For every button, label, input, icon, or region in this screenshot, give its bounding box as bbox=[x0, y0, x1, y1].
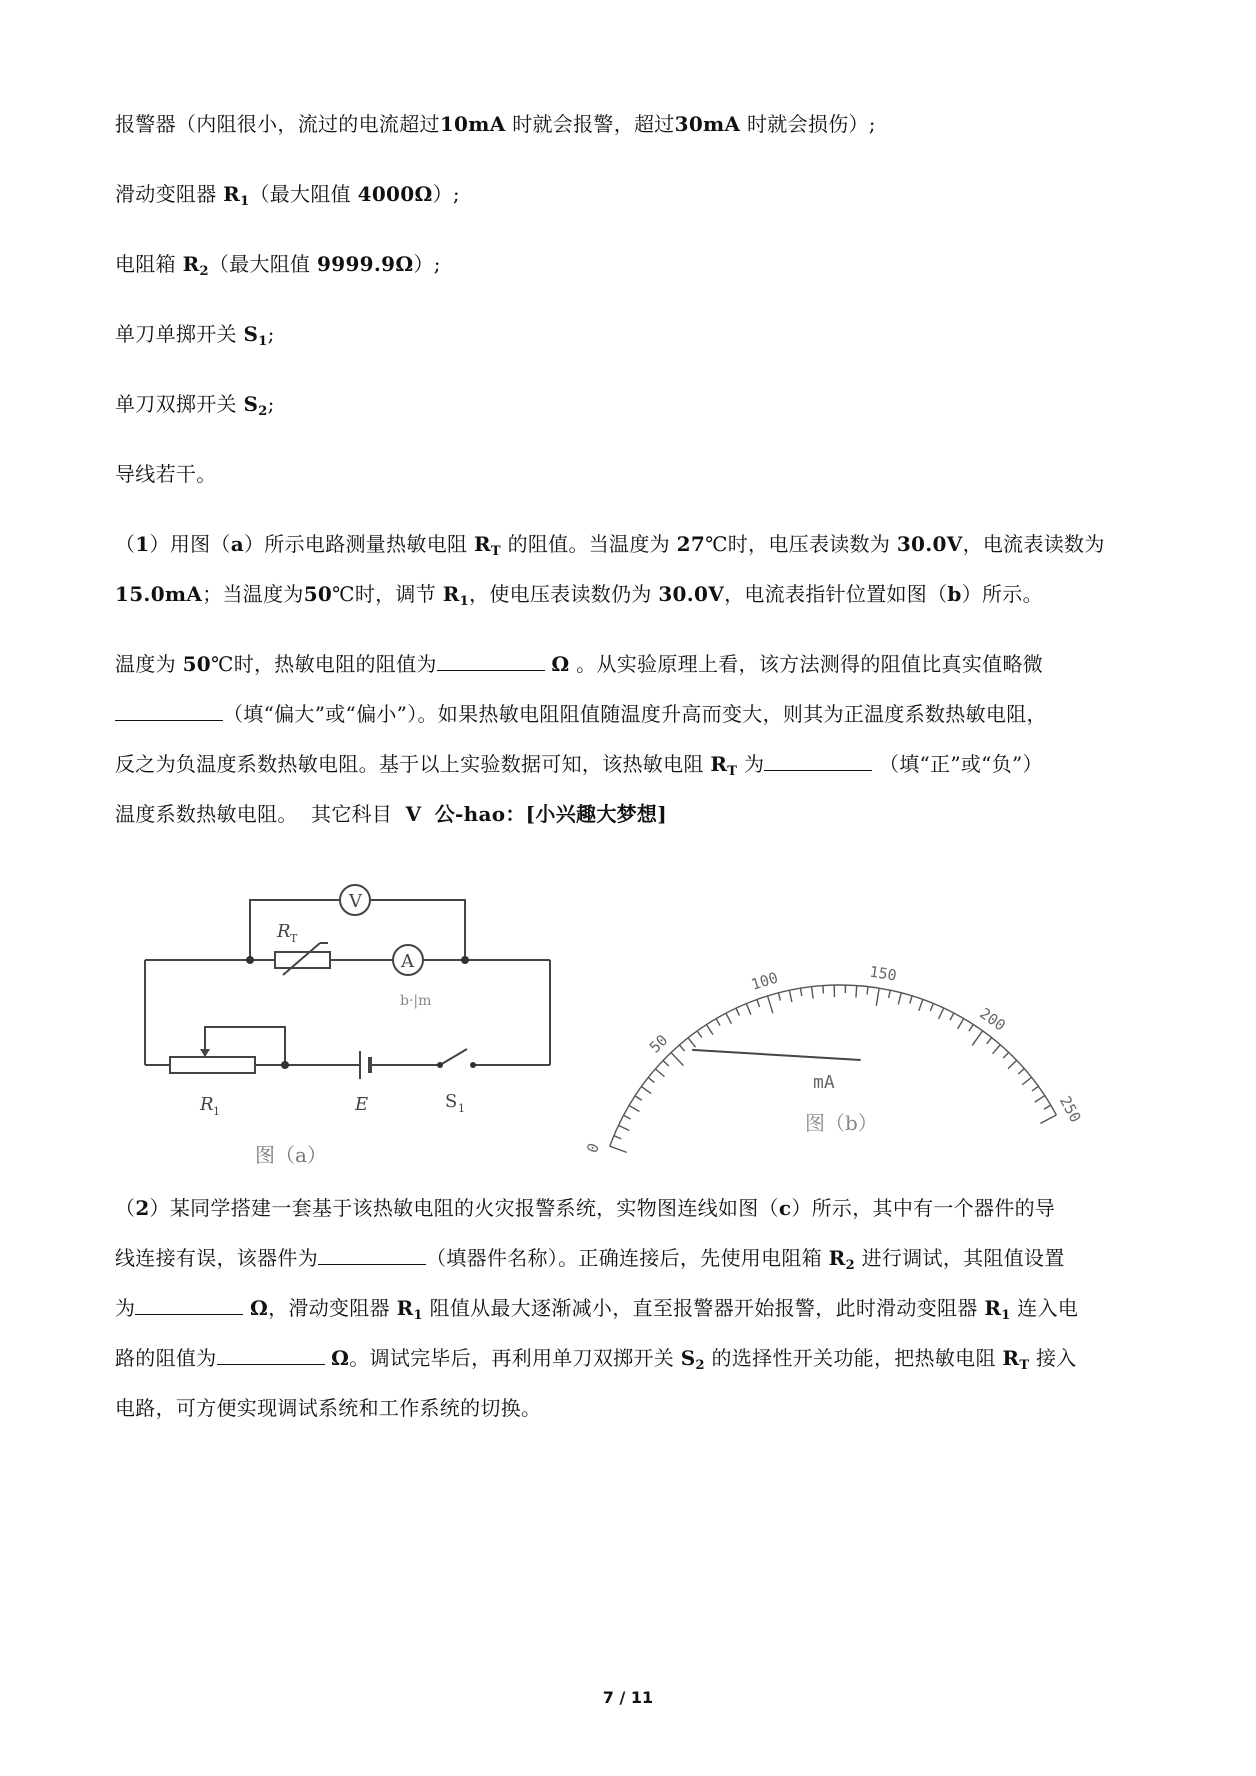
dial-tick bbox=[812, 987, 813, 999]
tick-label-100: 100 bbox=[748, 968, 781, 994]
voltmeter-label: V bbox=[349, 891, 362, 912]
q1-line-5: 反之为负温度系数热敏电阻。基于以上实验数据可知，该热敏电阻 $R_T$ 为 （填“正”或“负”） bbox=[115, 752, 1043, 779]
q1-line-3: 温度为 50℃时，热敏电阻的阻值为 Ω 。从实验原理上看，该方法测得的阻值比真实值略微 bbox=[115, 652, 1044, 676]
dial-tick bbox=[876, 988, 879, 1006]
q2-line-4: 路的阻值为 Ω。调试完毕后，再利用单刀双掷开关 $S_2$ 的选择性开关功能，把热敏电阻 $R_T$ 接入 bbox=[115, 1346, 1077, 1373]
handwritten-note: b·|m bbox=[400, 993, 432, 1009]
dial-tick bbox=[867, 987, 868, 995]
dial-tick bbox=[736, 1008, 739, 1015]
dial-tick bbox=[1008, 1060, 1017, 1068]
battery-label: E bbox=[355, 1094, 369, 1115]
dial-tick bbox=[655, 1069, 664, 1077]
circuit-diagram-a bbox=[115, 865, 585, 1175]
svg-text:1: 1 bbox=[213, 1105, 220, 1118]
dial-tick bbox=[987, 1038, 992, 1044]
caption-a: 图（a） bbox=[255, 1143, 327, 1167]
dial-tick bbox=[992, 1045, 1000, 1054]
q1-line-6: 温度系数热敏电阻。 其它科目 V 公-hao：[小兴趣大梦想] bbox=[115, 802, 667, 826]
dial-tick bbox=[1022, 1077, 1031, 1084]
dial-tick bbox=[706, 1025, 713, 1035]
svg-text:1: 1 bbox=[458, 1102, 465, 1115]
dial-tick bbox=[856, 986, 857, 998]
answer-blank-6[interactable] bbox=[217, 1346, 325, 1365]
q1-line-2: 15.0mA；当温度为50℃时，调节 $R_1$，使电压表读数仍为 30.0V，电流表指针位置如图（b）所示。 bbox=[115, 582, 1043, 609]
dial-tick bbox=[688, 1038, 695, 1047]
dial-tick bbox=[939, 1008, 944, 1019]
switch-label: S bbox=[445, 1091, 458, 1112]
dial-tick bbox=[757, 1000, 760, 1008]
dial-tick bbox=[629, 1105, 639, 1111]
dial-tick bbox=[958, 1019, 964, 1029]
svg-text:T: T bbox=[290, 932, 298, 945]
dial-needle bbox=[692, 1050, 860, 1060]
dial-tick bbox=[972, 1031, 982, 1046]
tick-label-50: 50 bbox=[645, 1031, 672, 1057]
answer-blank-1[interactable] bbox=[437, 652, 545, 671]
q2-line-5: 电路，可方便实现调试系统和工作系统的切换。 bbox=[115, 1396, 542, 1420]
rheostat-label: R bbox=[200, 1094, 214, 1115]
tick-label-200: 200 bbox=[976, 1004, 1009, 1035]
dial-tick bbox=[1044, 1105, 1051, 1109]
dial-tick bbox=[768, 996, 773, 1013]
dial-tick bbox=[1003, 1052, 1009, 1058]
dial-tick bbox=[910, 996, 912, 1004]
item-rheostat: 滑动变阻器 $R_1$（最大阻值 4000Ω）; bbox=[115, 182, 460, 209]
tick-label-0: 0 bbox=[583, 1140, 604, 1156]
dial-tick bbox=[635, 1096, 642, 1100]
ammeter-label: A bbox=[401, 951, 414, 972]
dial-tick bbox=[624, 1115, 631, 1119]
item-switch-s1: 单刀单掷开关 $S_1$; bbox=[115, 322, 275, 349]
dial-tick bbox=[1035, 1096, 1045, 1103]
dial-tick bbox=[697, 1031, 702, 1037]
q1-line-1: （1）用图（a）所示电路测量热敏电阻 $R_T$ 的阻值。当温度为 27℃时，电压表读数为 30.0V，电流表读数为 bbox=[115, 532, 1105, 559]
dial-tick bbox=[1018, 1069, 1024, 1074]
dial-tick bbox=[641, 1087, 651, 1094]
dial-tick bbox=[726, 1013, 732, 1024]
dial-tick bbox=[614, 1136, 621, 1139]
unit-label: mA bbox=[813, 1072, 835, 1093]
dial-tick bbox=[778, 993, 780, 1001]
answer-blank-5[interactable] bbox=[135, 1296, 243, 1315]
dial-tick bbox=[969, 1024, 973, 1031]
dial-tick bbox=[618, 1125, 629, 1130]
item-wire: 导线若干。 bbox=[115, 462, 217, 486]
dial-tick bbox=[789, 990, 791, 1002]
q2-line-1: （2）某同学搭建一套基于该热敏电阻的火灾报警系统，实物图连线如图（c）所示，其中有一个器件的导 bbox=[115, 1196, 1056, 1220]
q2-line-3: 为 Ω，滑动变阻器 $R_1$ 阻值从最大逐渐减小，直至报警器开始报警，此时滑动变阻器 $R_1$ 连入电 bbox=[115, 1296, 1079, 1323]
dial-tick bbox=[898, 993, 901, 1005]
answer-blank-2[interactable] bbox=[115, 702, 223, 721]
dial-tick bbox=[648, 1078, 654, 1083]
item-switch-s2: 单刀双掷开关 $S_2$; bbox=[115, 392, 275, 419]
answer-blank-4[interactable] bbox=[318, 1246, 426, 1265]
dial-tick bbox=[610, 1146, 627, 1152]
dial-tick bbox=[950, 1013, 954, 1020]
dial-tick bbox=[800, 988, 801, 996]
ammeter-dial-b bbox=[583, 900, 1085, 1160]
tick-label-150: 150 bbox=[868, 962, 898, 985]
tick-label-250: 250 bbox=[1055, 1093, 1085, 1126]
dial-tick bbox=[823, 986, 824, 994]
dial-tick bbox=[889, 990, 891, 998]
dial-tick bbox=[716, 1019, 720, 1026]
dial-tick bbox=[679, 1045, 684, 1051]
dial-tick bbox=[1032, 1086, 1038, 1091]
q2-line-2: 线连接有误，该器件为 （填器件名称）。正确连接后，先使用电阻箱 $R_2$ 进行调试，其阻值设置 bbox=[115, 1246, 1065, 1273]
item-resistance-box: 电阻箱 $R_2$（最大阻值 9999.9Ω）; bbox=[115, 252, 441, 279]
dial-tick bbox=[746, 1004, 751, 1015]
dial-tick bbox=[930, 1003, 933, 1010]
q1-line-4: （填“偏大”或“偏小”）。如果热敏电阻阻值随温度升高而变大，则其为正温度系数热敏电阻， bbox=[115, 698, 1047, 727]
dial-tick bbox=[663, 1061, 669, 1067]
dial-tick bbox=[671, 1053, 683, 1066]
answer-blank-3[interactable] bbox=[764, 752, 872, 771]
page-number: 7 / 11 bbox=[602, 1688, 654, 1707]
dial-tick bbox=[1040, 1115, 1056, 1123]
thermistor-label: R bbox=[277, 921, 291, 942]
caption-b: 图（b） bbox=[805, 1111, 878, 1135]
item-alarm: 报警器（内阻很小，流过的电流超过10mA 时就会报警，超过30mA 时就会损伤）; bbox=[115, 112, 876, 136]
dial-tick bbox=[919, 999, 923, 1010]
